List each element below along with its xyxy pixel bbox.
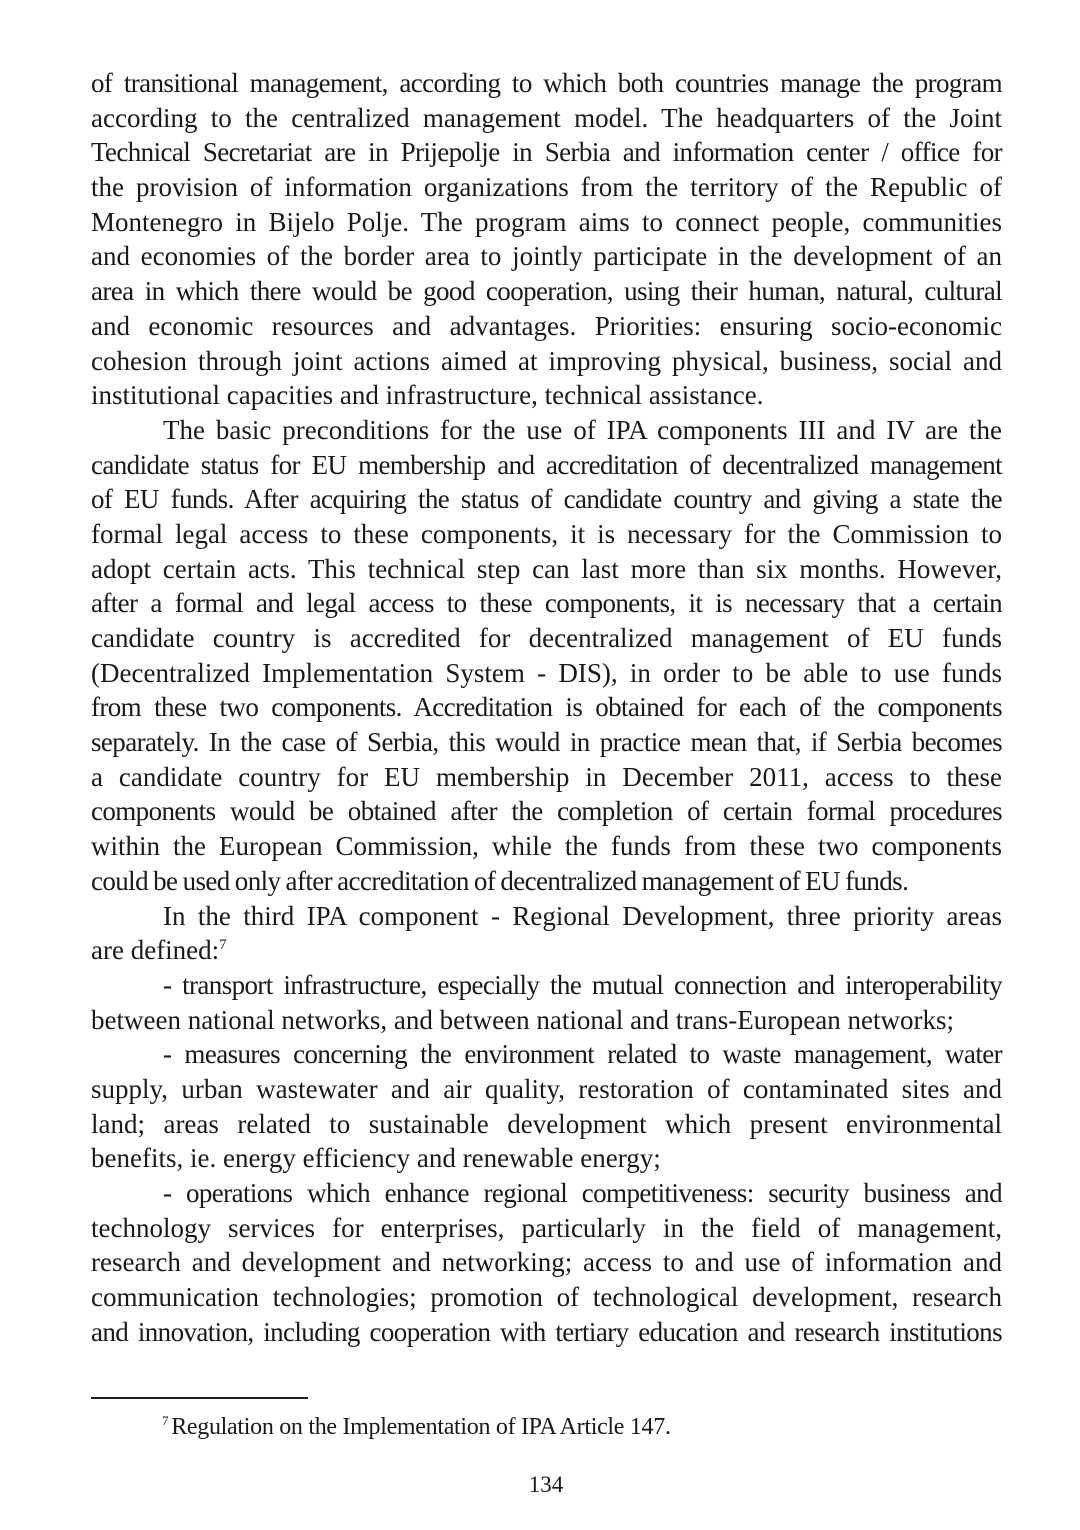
page-body-text (91, 66, 1002, 1349)
text-line: adopt certain acts. This technical step can last more than six months. However, (91, 553, 1002, 584)
text-line: area in which there would be good cooperation, using their human, natural, cultural (91, 276, 1002, 307)
list-item (91, 968, 1002, 1037)
text-line: land; areas related to sustainable development which present environmental (91, 1108, 1002, 1139)
text-line: Montenegro in Bijelo Polje. The program aims to connect people, communities (91, 206, 1002, 237)
text-line: The basic preconditions for the use of IPA components III and IV are the (163, 414, 1002, 445)
text-line: cohesion through joint actions aimed at improving physical, business, social and (91, 345, 1002, 376)
text-line: - operations which enhance regional competitiveness: security business and (163, 1178, 1002, 1208)
text-line: supply, urban wastewater and air quality, restoration of contaminated sites and (91, 1073, 1002, 1104)
text-line: candidate country is accredited for decentralized management of EU funds (91, 623, 1002, 653)
footnote (162, 1412, 671, 1442)
text-line: communication technologies; promotion of technological development, research (91, 1282, 1002, 1313)
page-number: 134 (528, 1472, 564, 1497)
text-line: In the third IPA component - Regional Development, three priority areas (163, 900, 1002, 931)
text-line: - transport infrastructure, especially the mutual connection and interoperability (163, 969, 1002, 1000)
footnote-number: 7 (162, 1413, 169, 1428)
text-line: could be used only after accreditation of decentralized management of EU funds. (91, 865, 909, 896)
paragraph (91, 413, 1002, 899)
footnote-separator (91, 1397, 308, 1399)
text-line: of EU funds. After acquiring the status of candidate country and giving a state the (91, 484, 1002, 515)
text-line: components would be obtained after the completion of certain formal procedures (91, 796, 1002, 827)
paragraph (91, 66, 1002, 413)
text-line: institutional capacities and infrastructure, technical assistance. (91, 380, 764, 411)
text-line: after a formal and legal access to these components, it is necessary that a certain (91, 588, 1002, 619)
footnote-text: Regulation on the Implementation of IPA Article 147. (171, 1414, 671, 1440)
list-item (91, 1037, 1002, 1176)
text-line: separately. In the case of Serbia, this would in practice mean that, if Serbia becomes (91, 727, 1002, 758)
text-line: according to the centralized management model. The headquarters of the Joint (91, 102, 1002, 133)
text-line: Technical Secretariat are in Prijepolje in Serbia and information center / office for (91, 137, 1002, 168)
text-line: and economies of the border area to jointly participate in the development of an (91, 241, 1002, 272)
text-line: research and development and networking; access to and use of information and (91, 1247, 1002, 1278)
text-line: technology services for enterprises, particularly in the field of management, (91, 1212, 1002, 1243)
text-line: formal legal access to these components, it is necessary for the Commission to (91, 518, 1002, 549)
text-line: - measures concerning the environment related to waste management, water (163, 1039, 1002, 1070)
text-line: (Decentralized Implementation System - DIS), in order to be able to use funds (91, 657, 1002, 688)
text-line: benefits, ie. energy efficiency and renewable energy; (91, 1143, 661, 1174)
text-line: from these two components. Accreditation is obtained for each of the components (91, 692, 1002, 723)
list-item (91, 1176, 1002, 1349)
text-line: a candidate country for EU membership in December 2011, access to these (91, 761, 1002, 792)
text-line: and innovation, including cooperation with tertiary education and research institutions (91, 1316, 1002, 1347)
text-line: between national networks, and between national and trans-European networks; (91, 1004, 954, 1035)
text-line: within the European Commission, while the funds from these two components (91, 831, 1002, 862)
text-fragment: are defined: (91, 935, 220, 966)
text-line: of transitional management, according to which both countries manage the program (91, 68, 1002, 98)
paragraph (91, 899, 1002, 968)
text-line: the provision of information organizations from the territory of the Republic of (91, 172, 1002, 203)
text-line: and economic resources and advantages. Priorities: ensuring socio-economic (91, 310, 1002, 341)
footnote-reference[interactable]: 7 (219, 937, 227, 954)
text-line: candidate status for EU membership and accreditation of decentralized management (91, 449, 1002, 480)
text-line-with-footnote (91, 933, 1002, 968)
